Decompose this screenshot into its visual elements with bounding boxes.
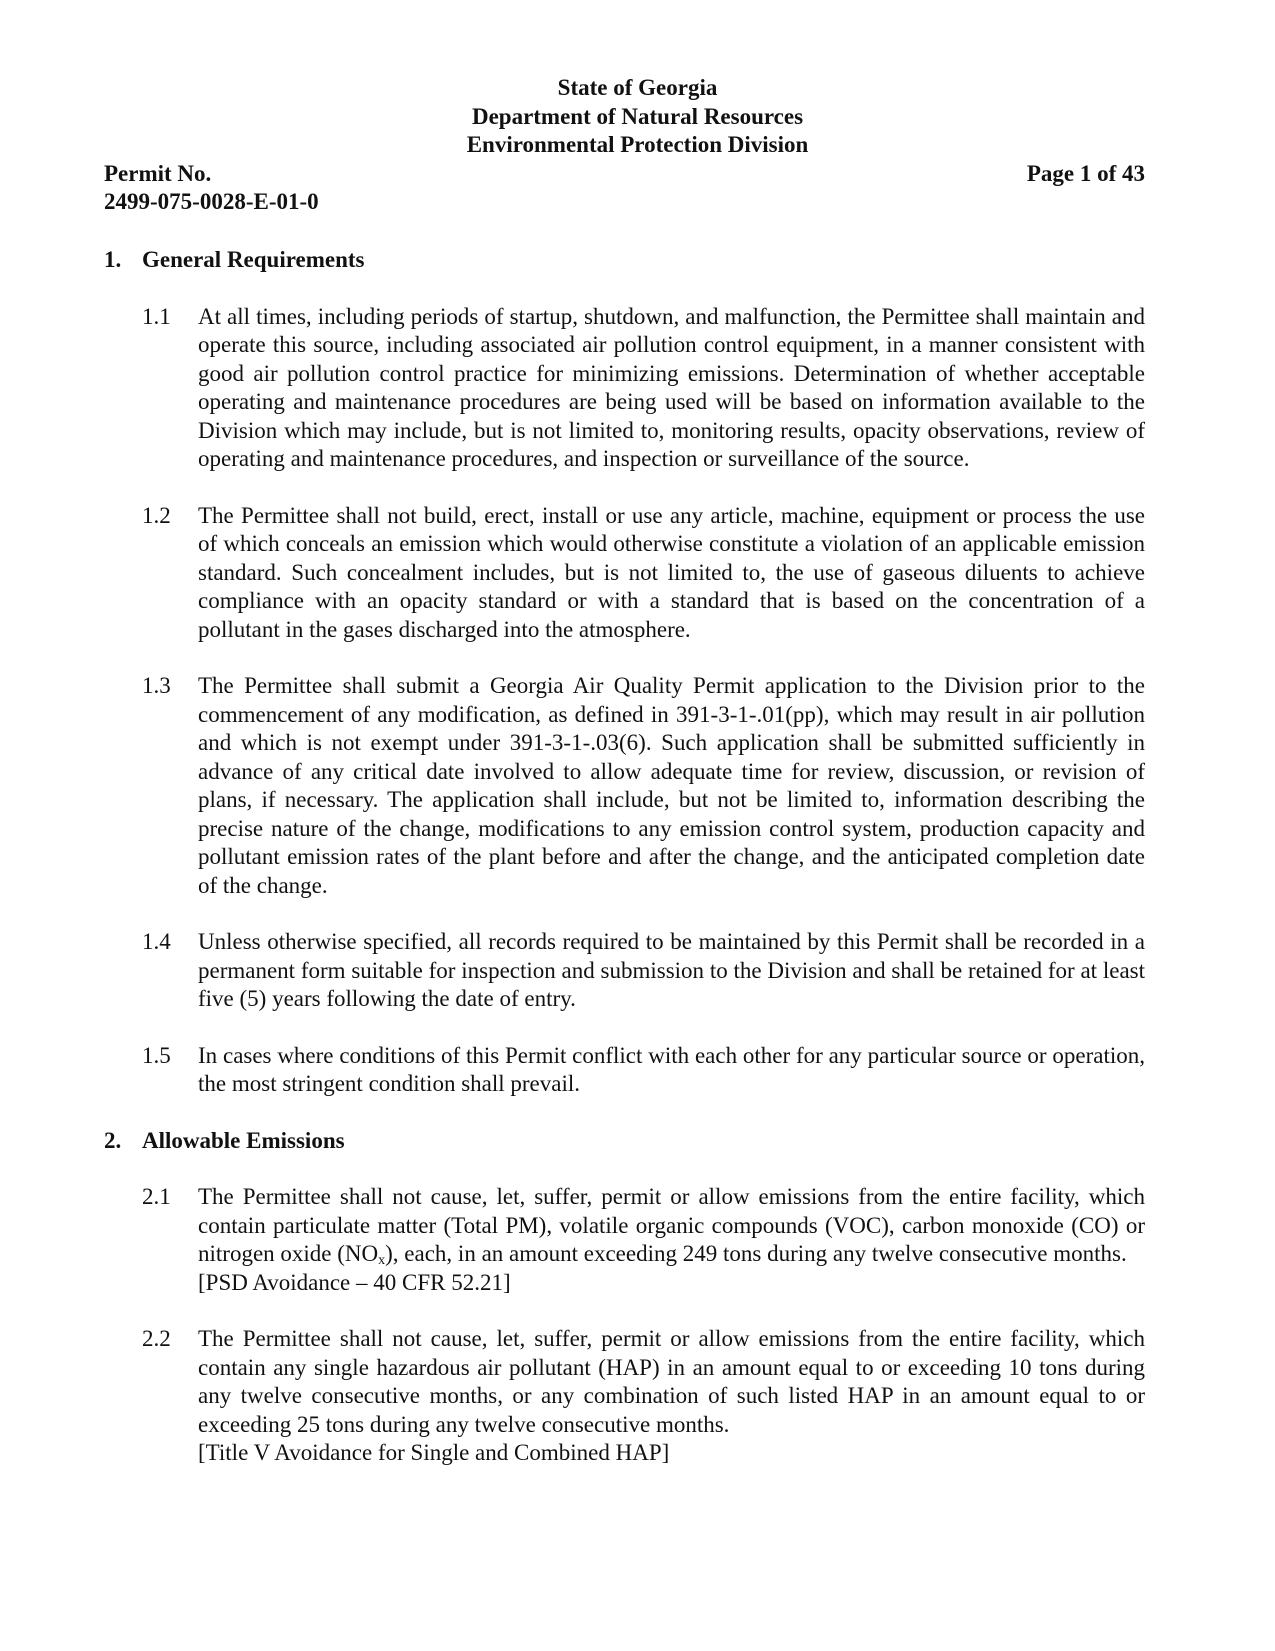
item-text: Unless otherwise specified, all records required to be maintained by this Permit shall be recorded in a permanent form suitable for inspection and submission to the Division and shall be retained for at least five (5) years following the date of entry. bbox=[198, 929, 1145, 1011]
document-header bbox=[0, 74, 1275, 160]
item-number: 2.2 bbox=[142, 1326, 171, 1351]
page-indicator: Page 1 of 43 bbox=[1026, 161, 1145, 186]
section-number: 1. bbox=[104, 247, 122, 272]
section-allowable-emissions bbox=[104, 1127, 1145, 1468]
list-item bbox=[104, 1042, 1145, 1099]
list-item bbox=[104, 672, 1145, 900]
section-title: Allowable Emissions bbox=[142, 1127, 345, 1153]
document-body bbox=[104, 246, 1145, 1496]
subscript-x: x bbox=[378, 1253, 386, 1268]
item-text bbox=[198, 1183, 1145, 1297]
item-number: 1.1 bbox=[142, 303, 171, 329]
list-item bbox=[104, 303, 1145, 474]
section-number: 2. bbox=[104, 1127, 122, 1153]
section-items bbox=[104, 1183, 1145, 1468]
header-department: Department of Natural Resources bbox=[471, 103, 804, 129]
item-number: 1.4 bbox=[142, 929, 171, 954]
item-citation: [PSD Avoidance – 40 CFR 52.21] bbox=[198, 1269, 511, 1295]
item-text-part: The Permittee shall not cause, let, suffer, permit or allow emissions from the entire facility, which contain particulate matter (Total PM), volatile organic compounds (VOC), carbon monoxide (CO) or nitrogen oxide (NO bbox=[198, 1184, 1145, 1266]
permit-number: 2499-075-0028-E-01-0 bbox=[104, 189, 319, 214]
item-citation: [Title V Avoidance for Single and Combined HAP] bbox=[198, 1440, 670, 1465]
item-text: The Permittee shall not build, erect, install or use any article, machine, equipment or process the use of which conceals an emission which would otherwise constitute a violation of an applicable emission standard. Such concealment includes, but is not limited to, the use of gaseous diluents to achieve compliance with an opacity standard or with a standard that is based on the concentration of a pollutant in the gases discharged into the atmosphere. bbox=[198, 502, 1145, 642]
header-state: State of Georgia bbox=[557, 75, 718, 100]
header-division: Environmental Protection Division bbox=[466, 132, 809, 157]
item-number: 1.5 bbox=[142, 1042, 171, 1068]
item-number: 1.3 bbox=[142, 673, 171, 698]
permit-label: Permit No. bbox=[104, 161, 212, 186]
item-number: 1.2 bbox=[142, 502, 171, 528]
item-text: The Permittee shall submit a Georgia Air Quality Permit application to the Division prior to the commencement of any modification, as defined in 391-3-1-.01(pp), which may result in air pollution and which is not exempt under 391-3-1-.03(6). Such application shall be submitted sufficiently in advance of any critical date involved to allow adequate time for review, discussion, or revision of plans, if necessary. The application shall include, but not be limited to, information describing the precise nature of the change, modifications to any emission control system, production capacity and pollutant emission rates of the plant before and after the change, and the anticipated completion date of the change. bbox=[198, 673, 1145, 898]
item-text: In cases where conditions of this Permit conflict with each other for any particular source or operation, the most stringent condition shall prevail. bbox=[198, 1042, 1145, 1096]
list-item bbox=[104, 502, 1145, 645]
item-text: At all times, including periods of startup, shutdown, and malfunction, the Permittee shall maintain and operate this source, including associated air pollution control equipment, in a manner consistent with good air pollution control practice for minimizing emissions. Determination of whether acceptable operating and maintenance procedures are being used will be based on information available to the Division which may include, but is not limited to, monitoring results, opacity observations, review of operating and maintenance procedures, and inspection or surveillance of the source. bbox=[198, 303, 1145, 471]
item-text-part: ), each, in an amount exceeding 249 tons during any twelve consecutive months. bbox=[385, 1241, 1127, 1266]
section-title: General Requirements bbox=[142, 247, 365, 272]
section-items bbox=[104, 303, 1145, 1099]
list-item bbox=[104, 1325, 1145, 1468]
item-number: 2.1 bbox=[142, 1184, 171, 1209]
list-item bbox=[104, 928, 1145, 1014]
item-text-part: The Permittee shall not cause, let, suffer, permit or allow emissions from the entire facility, which contain any single hazardous air pollutant (HAP) in an amount equal to or exceeding 10 tons during any twelve consecutive months, or any combination of such listed HAP in an amount equal to or exceeding 25 tons during any twelve consecutive months. bbox=[198, 1326, 1145, 1437]
section-heading bbox=[104, 1127, 1145, 1156]
list-item bbox=[104, 1183, 1145, 1297]
section-heading bbox=[104, 246, 1145, 275]
item-text bbox=[198, 1325, 1145, 1468]
section-general-requirements bbox=[104, 246, 1145, 1099]
